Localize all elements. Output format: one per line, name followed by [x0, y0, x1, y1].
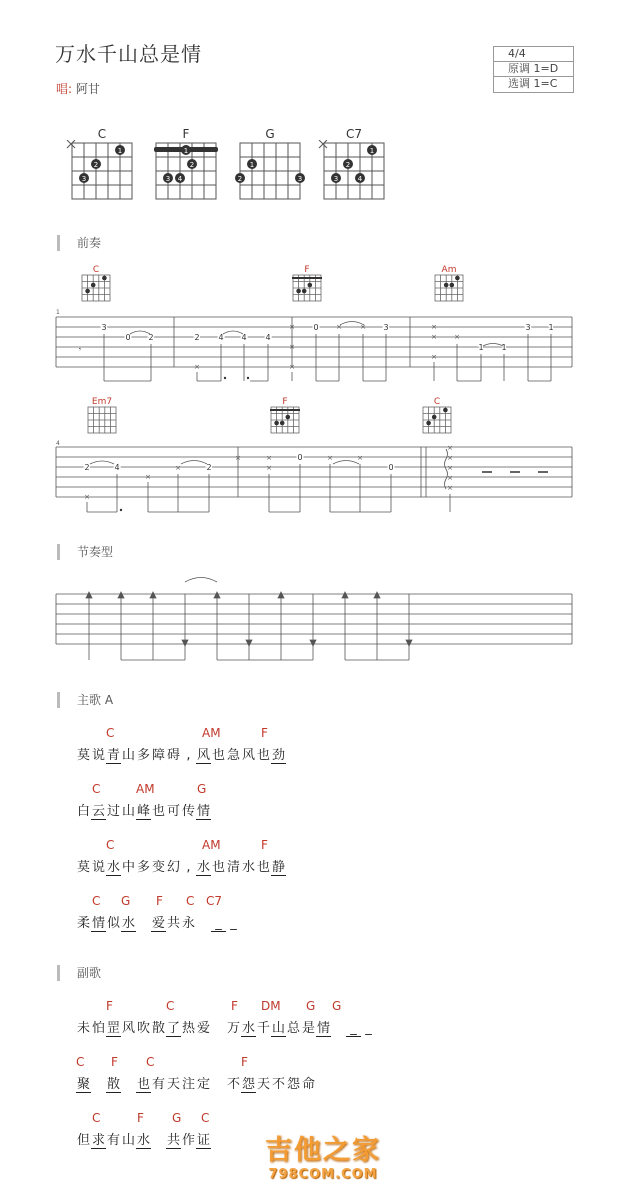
lyric-char: 但	[76, 1133, 90, 1148]
lyric-chord: AM	[202, 726, 221, 740]
lyric-char: ,	[186, 860, 191, 875]
lyric-char: 天	[256, 1077, 270, 1092]
lyric-char: 作	[181, 1133, 195, 1148]
time-signature: 4/4	[494, 47, 573, 62]
lyric-char: 莫	[76, 748, 90, 763]
lyric-char: 也	[211, 860, 225, 875]
lyric-char: _	[346, 1021, 361, 1037]
svg-text:×: ×	[266, 464, 272, 472]
lyric-chord: F	[137, 1111, 144, 1125]
svg-text:2: 2	[345, 161, 351, 169]
lyric-chord: DM	[261, 999, 281, 1013]
lyric-char: 总	[286, 1021, 300, 1036]
chord-diagram-c7	[318, 140, 388, 202]
chord-name-c: C	[97, 127, 107, 141]
svg-text:×: ×	[447, 484, 453, 492]
intro-chord-am: Am	[441, 265, 457, 275]
chord-diagram-g	[234, 140, 306, 202]
lyric-char: 水	[121, 912, 136, 932]
lyric-char: 怕	[91, 1021, 105, 1036]
svg-text:×: ×	[289, 363, 295, 371]
svg-text:0: 0	[297, 453, 303, 462]
lyric-char: 情	[91, 912, 106, 932]
intro-chord-f: F	[304, 265, 310, 275]
lyric-text	[76, 912, 241, 932]
svg-text:×: ×	[431, 323, 437, 331]
svg-text:×: ×	[327, 454, 333, 462]
lyric-char: 散	[106, 1073, 121, 1093]
section-rhythm-label: 节奏型	[57, 544, 113, 560]
lyric-char: 清	[226, 860, 240, 875]
lyric-char: 罡	[106, 1017, 121, 1037]
lyric-chord: F	[231, 999, 238, 1013]
lyric-char: 水	[241, 860, 255, 875]
svg-text:3: 3	[297, 175, 303, 183]
svg-text:4: 4	[241, 333, 247, 342]
svg-text:𝄾: 𝄾	[78, 345, 82, 354]
svg-text:4: 4	[177, 175, 183, 183]
lyric-char: 柔	[76, 916, 90, 931]
lyric-char: 了	[166, 1017, 181, 1037]
svg-text:×: ×	[447, 454, 453, 462]
lyric-char: 云	[91, 800, 106, 820]
svg-text:×: ×	[454, 333, 460, 341]
lyric-char: 共	[166, 1129, 181, 1149]
svg-text:1: 1	[478, 343, 484, 352]
lyric-char: 永	[181, 916, 195, 931]
lyric-char: 也	[136, 1073, 151, 1093]
lyric-chord: F	[241, 1055, 248, 1069]
lyric-char: 吹	[136, 1021, 150, 1036]
lyric-char: ,	[186, 748, 191, 763]
svg-text:×: ×	[84, 493, 90, 501]
lyric-char: 白	[76, 804, 90, 819]
svg-text:3: 3	[525, 323, 531, 332]
lyric-char: 未	[76, 1021, 90, 1036]
svg-text:3: 3	[165, 175, 171, 183]
lyric-char: 情	[196, 800, 211, 820]
lyric-chord: C7	[206, 894, 223, 908]
lyric-chord: F	[261, 838, 268, 852]
lyric-char: 热	[181, 1021, 195, 1036]
svg-text:0: 0	[388, 463, 394, 472]
lyric-chord: F	[156, 894, 163, 908]
lyric-chord: C	[166, 999, 175, 1013]
site-watermark	[248, 1128, 398, 1182]
lyric-char: 劲	[271, 744, 286, 764]
lyric-chord: AM	[136, 782, 155, 796]
lyric-char: 共	[166, 916, 180, 931]
lyric-char: _	[230, 916, 237, 931]
lyric-char: 山	[121, 1133, 135, 1148]
chord-name-f: F	[182, 127, 190, 141]
svg-text:1: 1	[183, 147, 189, 155]
rhythm-pattern-staff	[54, 572, 578, 664]
lyric-char: 爱	[151, 912, 166, 932]
intro-tab-row-1	[54, 262, 578, 386]
svg-text:1: 1	[249, 161, 255, 169]
lyric-char: 多	[136, 860, 150, 875]
svg-text:×: ×	[266, 454, 272, 462]
lyric-chord: C	[186, 894, 195, 908]
svg-text:×: ×	[431, 353, 437, 361]
lyric-char: 可	[166, 804, 180, 819]
lyric-char: 说	[91, 748, 105, 763]
lyric-char: 怨	[286, 1077, 300, 1092]
original-key: 原调 1=D	[494, 62, 573, 77]
svg-text:×: ×	[336, 323, 342, 331]
svg-text:×: ×	[145, 473, 151, 481]
lyric-text	[76, 744, 286, 764]
lyric-char: 不	[226, 1077, 240, 1092]
lyric-char: 也	[211, 748, 225, 763]
lyric-char: 风	[241, 748, 255, 763]
svg-text:1: 1	[501, 343, 507, 352]
lyric-char: 天	[166, 1077, 180, 1092]
lyric-char: 莫	[76, 860, 90, 875]
svg-text:3: 3	[101, 323, 107, 332]
lyric-char: 山	[271, 1017, 286, 1037]
lyric-char: 怨	[241, 1073, 256, 1093]
svg-text:2: 2	[237, 175, 243, 183]
lyric-text	[76, 1129, 211, 1149]
intro-chord-em7: Em7	[91, 397, 113, 407]
lyric-char: 也	[151, 804, 165, 819]
lyric-char: _	[365, 1021, 372, 1036]
lyric-char: 定	[196, 1077, 210, 1092]
svg-text:×: ×	[235, 454, 241, 462]
lyric-char: 山	[121, 748, 135, 763]
svg-text:1: 1	[117, 147, 123, 155]
lyric-char: 爱	[196, 1021, 210, 1036]
intro-chord-f2: F	[282, 397, 288, 407]
svg-text:2: 2	[148, 333, 154, 342]
lyric-char: 多	[136, 748, 150, 763]
lyric-char: 中	[121, 860, 135, 875]
svg-text:1: 1	[548, 323, 554, 332]
lyric-char: 有	[151, 1077, 165, 1092]
chord-diagram-c	[66, 140, 136, 202]
lyric-char: 命	[301, 1077, 315, 1092]
section-verse-label: 主歌 A	[57, 692, 113, 708]
lyric-chord: G	[172, 1111, 182, 1125]
lyric-chord: C	[106, 838, 115, 852]
measure-number-4: 4	[56, 440, 60, 447]
svg-text:0: 0	[313, 323, 319, 332]
lyric-char: 风	[121, 1021, 135, 1036]
svg-text:×: ×	[447, 464, 453, 472]
lyric-char: 注	[181, 1077, 195, 1092]
key-info-box	[493, 46, 574, 93]
svg-text:1: 1	[369, 147, 375, 155]
svg-text:3: 3	[333, 175, 339, 183]
lyric-char: 碍	[166, 748, 180, 763]
chosen-key: 选调 1=C	[508, 77, 558, 90]
intro-chord-c: C	[92, 265, 100, 275]
lyric-char: 求	[91, 1129, 106, 1149]
chord-diagram-f	[150, 140, 222, 202]
lyric-chord: C	[146, 1055, 155, 1069]
lyric-char: 说	[91, 860, 105, 875]
lyric-chord: G	[332, 999, 342, 1013]
singer-name: 阿甘	[75, 82, 100, 96]
lyric-char: 水	[241, 1017, 256, 1037]
lyric-chord: C	[106, 726, 115, 740]
song-title: 万水千山总是情	[55, 42, 202, 66]
lyric-char: 峰	[136, 800, 151, 820]
lyric-chord: C	[201, 1111, 210, 1125]
lyric-chord: C	[92, 782, 101, 796]
lyric-char: 不	[271, 1077, 285, 1092]
lyric-char: 是	[301, 1021, 315, 1036]
lyric-char: 山	[121, 804, 135, 819]
lyric-char: 幻	[166, 860, 180, 875]
lyric-char: 静	[271, 856, 286, 876]
lyric-char: 证	[196, 1129, 211, 1149]
svg-text:4: 4	[218, 333, 224, 342]
lyric-char: _	[211, 916, 226, 932]
svg-text:×: ×	[289, 343, 295, 351]
measure-number: 1	[56, 309, 60, 316]
section-intro-label: 前奏	[57, 235, 101, 251]
lyric-char: 千	[256, 1021, 270, 1036]
lyric-chord: G	[306, 999, 316, 1013]
lyric-char: 青	[106, 744, 121, 764]
lyric-chord: F	[106, 999, 113, 1013]
lyric-char: 也	[256, 860, 270, 875]
lyric-char: 情	[316, 1017, 331, 1037]
singer-line	[56, 80, 100, 97]
svg-text:×: ×	[194, 363, 200, 371]
svg-text:3: 3	[81, 175, 87, 183]
svg-text:×: ×	[447, 474, 453, 482]
lyric-char: 散	[151, 1021, 165, 1036]
svg-text:2: 2	[194, 333, 200, 342]
lyric-chord: C	[92, 1111, 101, 1125]
lyric-chord: C	[76, 1055, 85, 1069]
svg-text:×: ×	[447, 444, 453, 452]
lyric-char: 水	[106, 856, 121, 876]
singer-label: 唱:	[56, 82, 73, 96]
lyric-chord: C	[92, 894, 101, 908]
lyric-char: 传	[181, 804, 195, 819]
lyric-char: 障	[151, 748, 165, 763]
lyric-chord: AM	[202, 838, 221, 852]
intro-tab-row-2	[54, 394, 578, 518]
lyric-chord: F	[111, 1055, 118, 1069]
svg-text:4: 4	[357, 175, 363, 183]
svg-text:2: 2	[84, 463, 90, 472]
svg-text:×: ×	[360, 323, 366, 331]
lyric-char: 急	[226, 748, 240, 763]
lyric-char: 聚	[76, 1073, 91, 1093]
lyric-chord: G	[121, 894, 131, 908]
svg-text:×: ×	[289, 323, 295, 331]
svg-text:×: ×	[175, 464, 181, 472]
lyric-char: 也	[256, 748, 270, 763]
svg-text:×: ×	[431, 333, 437, 341]
lyric-char: 水	[196, 856, 211, 876]
section-chorus-label: 副歌	[57, 965, 101, 981]
chord-name-c7: C7	[345, 127, 362, 141]
lyric-chord: F	[261, 726, 268, 740]
lyric-chord: G	[197, 782, 207, 796]
lyric-char: 变	[151, 860, 165, 875]
svg-text:4: 4	[265, 333, 271, 342]
watermark-main: 吉他之家	[265, 1135, 381, 1166]
lyric-char: 有	[106, 1133, 120, 1148]
chord-name-g: G	[265, 127, 275, 141]
svg-text:4: 4	[114, 463, 120, 472]
lyric-char: 过	[106, 804, 120, 819]
svg-text:×: ×	[357, 454, 363, 462]
svg-text:2: 2	[206, 463, 212, 472]
lyric-text	[76, 1073, 316, 1093]
svg-text:2: 2	[93, 161, 99, 169]
lyric-char: 水	[136, 1129, 151, 1149]
lyric-text	[76, 1017, 376, 1037]
intro-chord-c2: C	[433, 397, 441, 407]
watermark-sub: 798COM.COM	[268, 1167, 378, 1182]
lyric-char: 万	[226, 1021, 240, 1036]
svg-text:0: 0	[125, 333, 131, 342]
lyric-char: 风	[196, 744, 211, 764]
lyric-text	[76, 856, 286, 876]
lyric-text	[76, 800, 211, 820]
lyric-char: 似	[106, 916, 120, 931]
svg-text:2: 2	[189, 161, 195, 169]
svg-text:3: 3	[383, 323, 389, 332]
